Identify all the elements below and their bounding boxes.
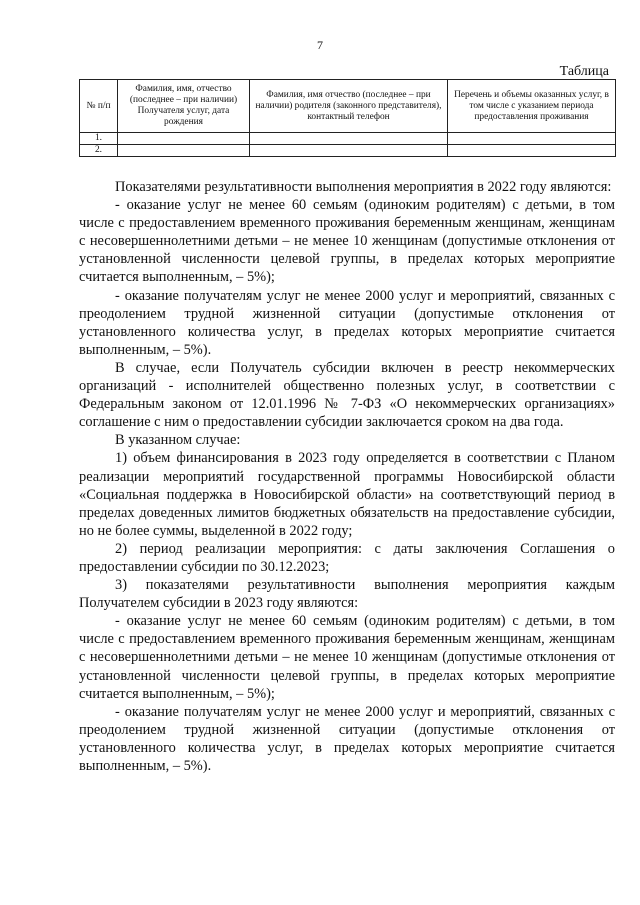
paragraph-item: 3) показателями результативности выполнения мероприятия каждым Получателем субсидии в 2023 году являются: bbox=[79, 577, 615, 612]
table-cell: 2. bbox=[80, 145, 118, 157]
page-number: 7 bbox=[317, 38, 323, 52]
table-cell: 1. bbox=[80, 133, 118, 145]
table-cell bbox=[118, 145, 250, 157]
paragraph-item: - оказание услуг не менее 60 семьям (одиноким родителям) с детьми, в том числе с предоставлением временного проживания беременным женщинам, женщинам с несовершеннолетними детьми – не менее 10 женщинам (допустимые отклонения от установленной численности целевой группы, в пределах которых мероприятие считается выполненным, – 5%); bbox=[79, 197, 615, 286]
paragraph-indicators-2022: Показателями результативности выполнения мероприятия в 2022 году являются: bbox=[115, 179, 612, 195]
header-recipient: Фамилия, имя, отчество (последнее – при наличии) Получателя услуг, дата рождения bbox=[118, 80, 250, 133]
paragraph-item: - оказание получателям услуг не менее 2000 услуг и мероприятий, связанных с преодолением трудной жизненной ситуации (допустимые отклонения от установленного количества услуг, в пределах которых мероприятие считается выполненным, – 5%). bbox=[79, 703, 615, 774]
header-services: Перечень и объемы оказанных услуг, в том числе с указанием периода предоставления проживания bbox=[448, 80, 616, 133]
paragraph-item: 2) период реализации мероприятия: с даты заключения Соглашения о предоставлении субсидии по 30.12.2023; bbox=[79, 540, 615, 575]
table-cell bbox=[448, 133, 616, 145]
table-cell bbox=[250, 145, 448, 157]
table-caption: Таблица bbox=[559, 64, 609, 79]
recipients-table bbox=[79, 79, 616, 157]
table-cell bbox=[118, 133, 250, 145]
table-row bbox=[80, 133, 616, 145]
paragraph-item: 1) объем финансирования в 2023 году определяется в соответствии с Планом реализации мероприятий государственной программы Новосибирской области «Социальная поддержка в Новосибирской области» на соответствующий период в пределах доведенных лимитов бюджетных обязательств на предоставление субсидии, но не более суммы, выделенной в 2022 году; bbox=[79, 450, 615, 539]
paragraph-item: - оказание получателям услуг не менее 2000 услуг и мероприятий, связанных с преодолением трудной жизненной ситуации (допустимые отклонения от установленного количества услуг, в пределах которых мероприятие считается выполненным, – 5%). bbox=[79, 287, 615, 358]
table-row bbox=[80, 145, 616, 157]
header-number: № п/п bbox=[80, 80, 118, 133]
table-header-row bbox=[80, 80, 616, 133]
table-cell bbox=[448, 145, 616, 157]
document-body bbox=[79, 178, 615, 775]
header-parent: Фамилия, имя отчество (последнее – при наличии) родителя (законного представителя), контактный телефон bbox=[250, 80, 448, 133]
paragraph-in-this-case: В указанном случае: bbox=[115, 432, 241, 449]
paragraph-registry: В случае, если Получатель субсидии включен в реестр некоммерческих организаций - исполнителей общественно полезных услуг, в соответствии с Федеральным законом от 12.01.1996 № 7-ФЗ «О некоммерческих организациях» соглашение с ним о предоставлении субсидии заключается сроком на два года. bbox=[79, 359, 615, 431]
table-cell bbox=[250, 133, 448, 145]
paragraph-item: - оказание услуг не менее 60 семьям (одиноким родителям) с детьми, в том числе с предоставлением временного проживания беременным женщинам, женщинам с несовершеннолетними детьми – не менее 10 женщинам (допустимые отклонения от установленной численности целевой группы, в пределах которых мероприятие считается выполненным, – 5%); bbox=[79, 613, 615, 702]
